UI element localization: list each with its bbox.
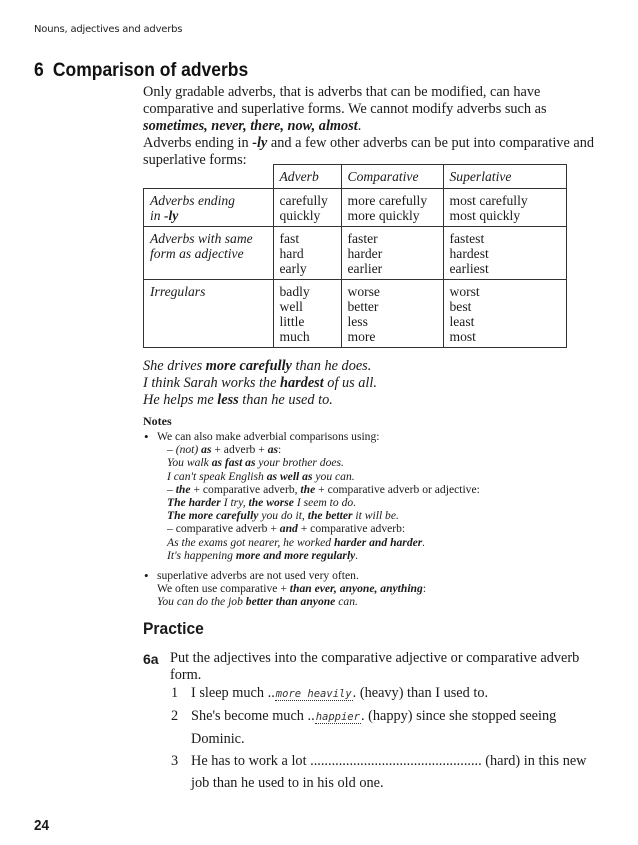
comparative-cell [341, 227, 443, 280]
item-hint: (hard) in this new [485, 753, 587, 769]
example-post: of us all. [327, 375, 377, 391]
comparative-cell [341, 189, 443, 227]
note-text: As the exams got nearer, he worked [167, 535, 332, 549]
category-cell [144, 280, 274, 348]
item-continuation: Dominic. [191, 731, 245, 747]
superlative-cell [443, 189, 567, 227]
section-title-text: Comparison of adverbs [52, 60, 249, 81]
note-example [157, 456, 603, 469]
notes-block [143, 430, 603, 609]
adverb-comparison-table [143, 164, 567, 348]
item-number: 3 [171, 753, 179, 769]
adverb-word: little [279, 314, 305, 329]
example-pre: She drives [143, 358, 203, 374]
table-header-row [144, 165, 567, 189]
note-keyword: as [267, 443, 279, 457]
adverb-word: carefully [279, 193, 328, 208]
item-dots: . [352, 685, 357, 701]
item-text [191, 685, 488, 703]
note-text: We often use comparative + [157, 582, 287, 596]
note-keyword: harder and harder [334, 535, 423, 549]
note-example [157, 470, 603, 483]
note-example [157, 549, 603, 562]
note-keyword: more and more regularly [235, 548, 356, 562]
note-text: I seem to do. [296, 496, 357, 510]
item-dots: .. [307, 708, 315, 724]
superlative-word: least [449, 314, 475, 329]
note-text: It's happening [167, 548, 233, 562]
note-text: . [422, 535, 426, 549]
note-text: I try, [223, 496, 246, 510]
category-cell [144, 227, 274, 280]
note-keyword: The more carefully [167, 509, 259, 523]
item-text [191, 753, 587, 770]
note-keyword: the [175, 482, 191, 496]
example-sentence [143, 375, 377, 392]
table-header-adverb: Adverb [273, 165, 341, 189]
superlative-word: worst [449, 284, 480, 299]
note-keyword: as [201, 443, 212, 457]
note-text: + adverb + [214, 443, 265, 457]
note-text: comparative adverb + [175, 522, 277, 536]
note-keyword: than ever, anyone, anything [289, 582, 423, 596]
note-text: You can do the job [157, 595, 243, 609]
comparative-word: better [347, 299, 379, 314]
intro-p2-end: and a few other adverbs can be put into comparative and superlative forms: [143, 135, 595, 168]
note-keyword: better than anyone [245, 595, 336, 609]
example-post: than he does. [295, 358, 372, 374]
example-post: than he used to. [242, 392, 333, 408]
note-text: You walk [167, 456, 209, 470]
example-bold: more carefully [205, 358, 292, 374]
note-subpoint: – (not) as + adverb + as: [167, 443, 282, 457]
note-subpoint: – comparative adverb + and + comparative adverb: [167, 522, 406, 536]
item-number: 2 [171, 708, 179, 724]
comparative-word: faster [347, 231, 378, 246]
note-text: : [422, 582, 427, 596]
note-text: : [278, 443, 282, 457]
superlative-word: fastest [449, 231, 485, 246]
example-sentences [143, 358, 377, 409]
intro-p2-suffix: -ly [252, 135, 268, 151]
category-text: Adverbs with same [150, 231, 253, 246]
comparative-word: more carefully [347, 193, 428, 208]
superlative-word: most [449, 329, 476, 344]
comparative-word: earlier [347, 261, 383, 276]
running-header: Nouns, adjectives and adverbs [34, 24, 183, 35]
superlative-cell [443, 280, 567, 348]
adverb-word: quickly [279, 208, 321, 223]
category-text: Adverbs ending [150, 193, 235, 208]
note-text: I can't speak English [167, 469, 264, 483]
comparative-word: harder [347, 246, 383, 261]
superlative-cell [443, 227, 567, 280]
category-text-pre: in [150, 208, 161, 223]
adverb-word: hard [279, 246, 304, 261]
note-keyword: as fast as [211, 456, 256, 470]
page-number: 24 [34, 817, 50, 834]
item-pre: She's become much [191, 708, 304, 724]
note-subpoint: – the + comparative adverb, the + comparative adverb or adjective: [167, 482, 480, 496]
table-row [144, 189, 567, 227]
item-pre: He has to work a lot [191, 753, 307, 769]
comparative-cell [341, 280, 443, 348]
table-row [144, 280, 567, 348]
adverb-word: fast [279, 231, 300, 246]
note-text: you can. [315, 469, 355, 483]
note-text: you do it, [261, 509, 305, 523]
note-keyword: The harder [167, 496, 221, 510]
note-text-line [157, 582, 603, 595]
example-sentence [143, 358, 377, 375]
practice-title: Practice [143, 619, 204, 638]
adverb-word: badly [279, 284, 310, 299]
note-bullet [143, 569, 603, 609]
exercise-instruction: Put the adjectives into the comparative adjective or comparative adverb form. [170, 650, 580, 683]
note-keyword: the worse [248, 496, 294, 510]
superlative-word: earliest [449, 261, 489, 276]
comparative-word: worse [347, 284, 380, 299]
superlative-word: hardest [449, 246, 489, 261]
notes-title: Notes [143, 414, 172, 428]
note-text: + comparative adverb or adjective: [318, 482, 480, 496]
answer-field[interactable]: ................................................ [310, 753, 482, 769]
example-bold: less [217, 392, 239, 408]
item-continuation: job than he used to in his old one. [191, 775, 384, 791]
note-text: • superlative adverbs are not used very often. [157, 569, 359, 583]
note-example [157, 595, 603, 608]
note-example [157, 496, 603, 509]
category-text-bold: -ly [163, 208, 179, 223]
note-text: (not) [175, 443, 199, 457]
superlative-word: best [449, 299, 472, 314]
note-keyword: the [300, 482, 316, 496]
comparative-word: more quickly [347, 208, 420, 223]
category-cell [144, 189, 274, 227]
intro-p1-examples: sometimes, never, there, now, almost [143, 118, 358, 134]
note-text: can. [338, 595, 358, 609]
adverb-word: well [279, 299, 303, 314]
note-text: + comparative adverb: [300, 522, 406, 536]
item-hint: (heavy) than I used to. [359, 685, 489, 701]
item-text [191, 708, 556, 726]
example-pre: I think Sarah works the [143, 375, 277, 391]
note-bullet [143, 430, 603, 562]
intro-text [143, 84, 603, 169]
note-text: + comparative adverb, [193, 482, 298, 496]
item-dots: .. [267, 685, 275, 701]
example-pre: He helps me [143, 392, 214, 408]
example-bold: hardest [280, 375, 324, 391]
answer-field[interactable]: happier [315, 711, 360, 723]
note-text: your brother does. [258, 456, 344, 470]
table-header-superlative: Superlative [443, 165, 567, 189]
item-number: 1 [171, 685, 179, 701]
adverb-word: much [279, 329, 310, 344]
note-text: . [355, 548, 359, 562]
intro-paragraph-1 [143, 84, 603, 135]
item-hint: (happy) since she stopped seeing [368, 708, 557, 724]
answer-field[interactable]: more heavily [275, 688, 352, 700]
intro-p2-start: Adverbs ending in [143, 135, 249, 151]
item-dots: . [360, 708, 365, 724]
table-header-blank [144, 165, 274, 189]
adverb-cell [273, 280, 341, 348]
intro-p1-text: Only gradable adverbs, that is adverbs that can be modified, can have comparative and superlative forms. We cannot modify adverbs such as [143, 84, 547, 117]
table-header-comparative: Comparative [341, 165, 443, 189]
adverb-word: early [279, 261, 307, 276]
note-example [157, 509, 603, 522]
category-text [150, 208, 266, 223]
category-text: form as adjective [150, 246, 244, 261]
comparative-word: more [347, 329, 376, 344]
superlative-word: most quickly [449, 208, 521, 223]
note-example [157, 536, 603, 549]
note-text: it will be. [355, 509, 399, 523]
category-text: Irregulars [150, 284, 206, 299]
exercise-number: 6a [143, 651, 159, 667]
note-keyword: and [279, 522, 298, 536]
section-number: 6 [34, 60, 44, 81]
example-sentence [143, 392, 377, 409]
adverb-cell [273, 189, 341, 227]
section-title [34, 60, 248, 82]
note-keyword: the better [307, 509, 353, 523]
superlative-word: most carefully [449, 193, 528, 208]
table-row [144, 227, 567, 280]
comparative-word: less [347, 314, 368, 329]
item-pre: I sleep much [191, 685, 265, 701]
note-keyword: as well as [266, 469, 313, 483]
adverb-cell [273, 227, 341, 280]
note-text: • We can also make adverbial comparisons using: [157, 430, 380, 443]
intro-p1-end: . [357, 118, 362, 134]
